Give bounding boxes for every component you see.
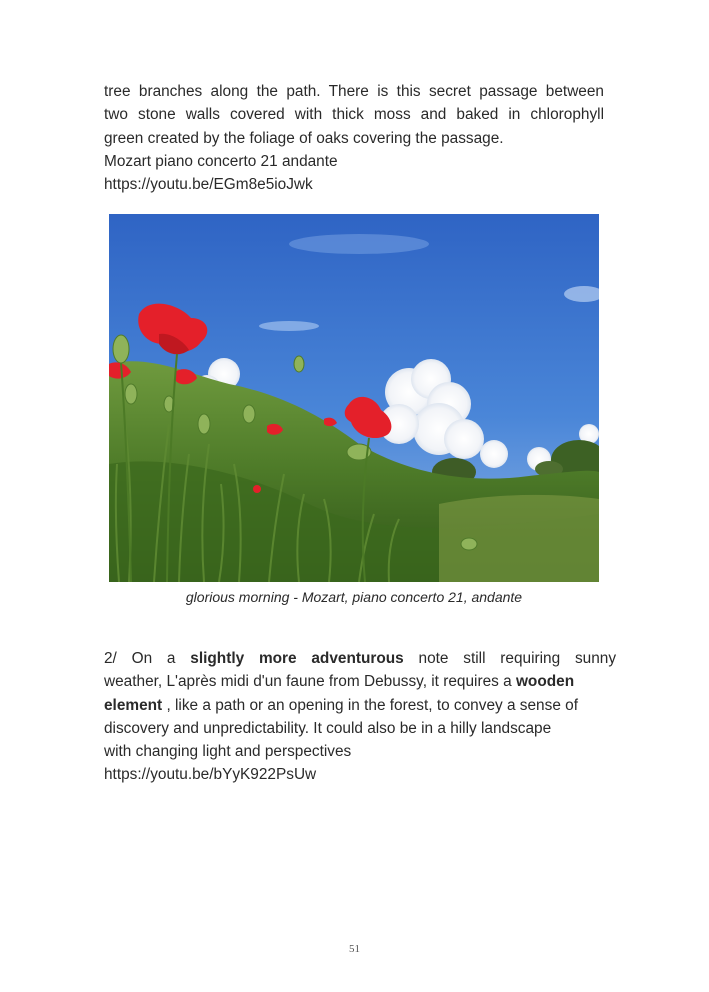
text-line: [104, 647, 616, 670]
youtube-link-debussy[interactable]: https://youtu.be/bYyK922PsUw: [104, 766, 317, 784]
bold-phrase: wooden: [515, 673, 575, 691]
text-line: [104, 694, 616, 717]
text-line: tree branches along the path. There is this secret passage between: [104, 83, 604, 100]
text-line: green created by the foliage of oaks covering the passage.: [104, 129, 504, 147]
paragraph-passage: [104, 80, 604, 196]
bold-phrase: slightly more adventurous: [190, 650, 404, 667]
text-line: discovery and unpredictability. It could also be in a hilly landscape: [104, 719, 552, 737]
text-run: note still requiring sunny: [418, 650, 617, 667]
youtube-link-mozart[interactable]: https://youtu.be/EGm8e5ioJwk: [104, 176, 313, 194]
paragraph-debussy: [104, 647, 616, 787]
text-line: with changing light and perspectives: [104, 743, 352, 761]
text-run: 2/ On a: [104, 650, 176, 667]
page-number: 51: [349, 943, 360, 955]
music-title: Mozart piano concerto 21 andante: [104, 152, 338, 170]
poppy-field-photo: [109, 214, 599, 582]
text-run: , like a path or an opening in the forest, to convey a sense of: [166, 696, 578, 714]
figure-caption: glorious morning - Mozart, piano concerto 21, andante: [185, 589, 523, 605]
text-line: two stone walls covered with thick moss and baked in chlorophyll: [104, 106, 604, 124]
text-line: [104, 670, 616, 693]
bold-phrase: element: [104, 696, 163, 714]
text-run: weather, L'après midi d'un faune from Debussy, it requires a: [104, 673, 512, 691]
